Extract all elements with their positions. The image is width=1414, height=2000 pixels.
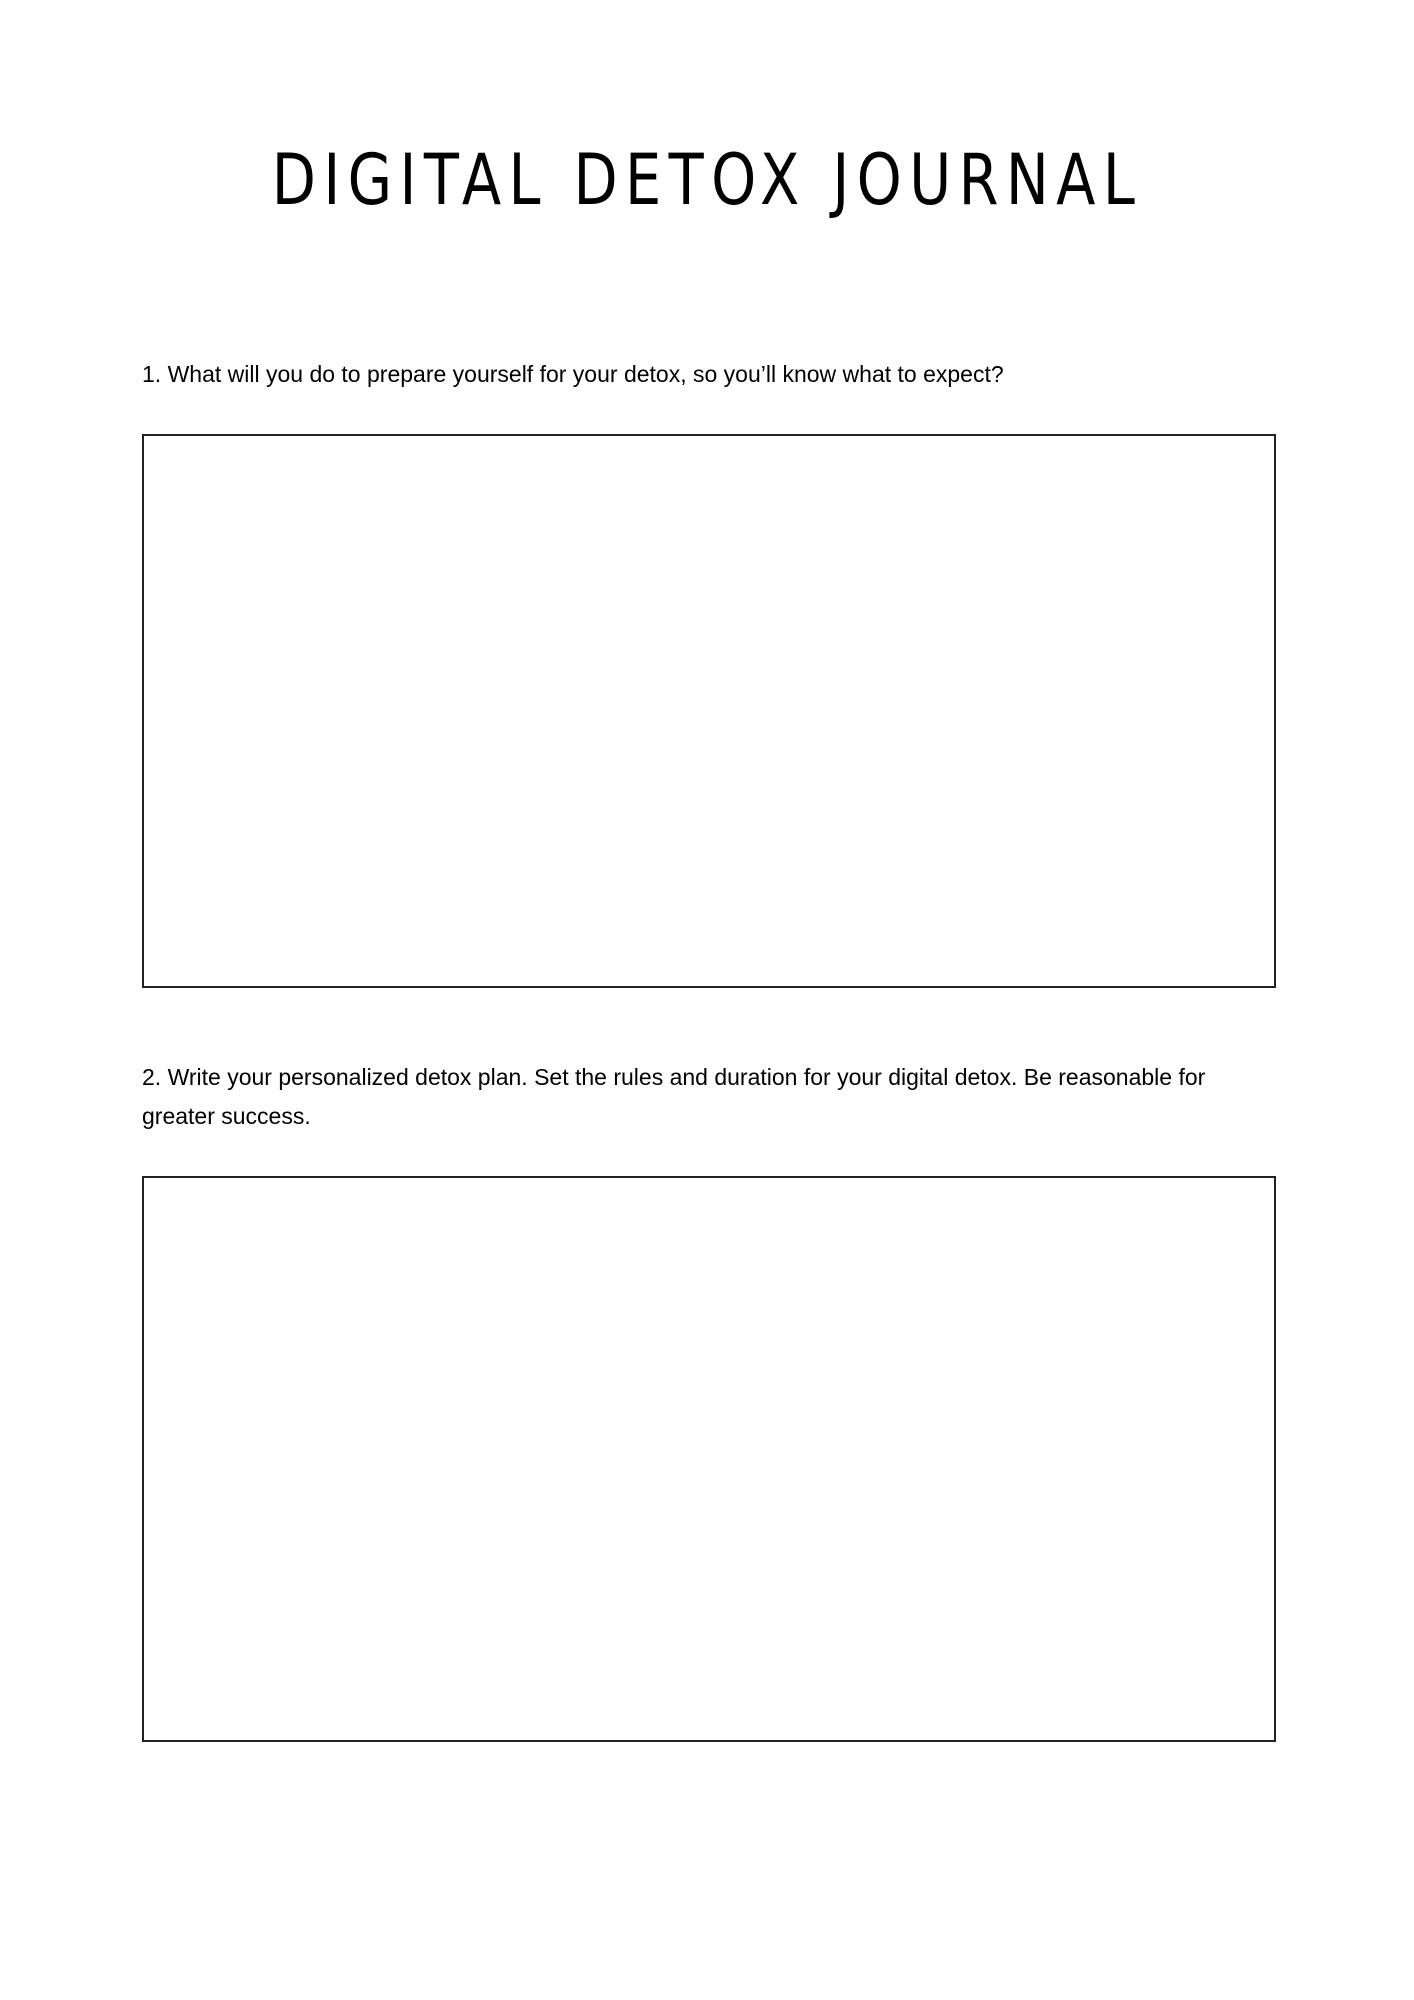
answer-box-2[interactable] (142, 1176, 1276, 1742)
page-title: DIGITAL DETOX JOURNAL (271, 139, 1143, 221)
question-1-label: 1. What will you do to prepare yourself for your detox, so you’ll know what to expect? (142, 361, 1004, 387)
question-2-label: 2. Write your personalized detox plan. Set the rules and duration for your digital detox. Be reasonable for greater success. (142, 1064, 1206, 1129)
answer-box-1[interactable] (142, 434, 1276, 988)
